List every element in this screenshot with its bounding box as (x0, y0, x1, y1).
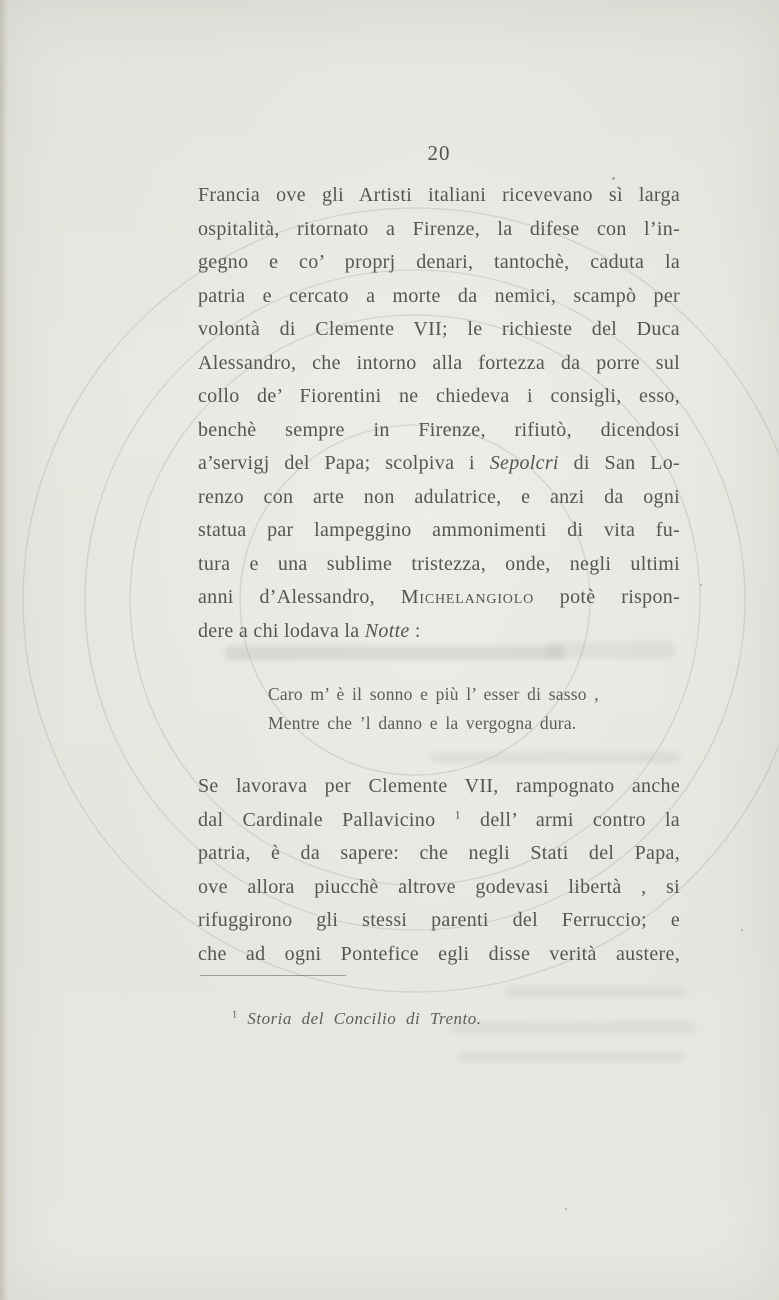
footnote (232, 1006, 481, 1032)
text-line (268, 709, 599, 738)
text-segment: anni d’Alessandro, (198, 586, 401, 608)
footnote-reference: 1 (454, 806, 461, 821)
text-line (198, 246, 680, 280)
verse-quote (268, 680, 599, 737)
paper-speck (700, 584, 702, 586)
text-segment: che ad ogni Pontefice egli disse verità austere, (198, 942, 680, 965)
text-segment: Storia del Concilio di Trento. (247, 1009, 482, 1028)
text-line (198, 581, 680, 615)
text-line (198, 313, 680, 347)
text-segment: Michelangiolo (400, 586, 534, 608)
text-segment: ospitalità, ritornato a Firenze, la difese con l’in- (198, 217, 680, 240)
text-segment: Caro m’ è il sonno e più l’ esser di sasso , (268, 684, 599, 704)
text-segment (238, 1009, 248, 1028)
text-line (198, 213, 680, 247)
footnote-reference: 1 (232, 1009, 238, 1021)
text-segment: rifuggirono gli stessi parenti del Ferruccio; e (198, 909, 680, 931)
text-line (198, 871, 680, 905)
text-line (268, 680, 599, 709)
page-number: 20 (427, 141, 451, 165)
text-segment: potè rispon- (533, 586, 681, 608)
text-segment: Sepolcri (489, 452, 559, 474)
text-line (198, 837, 680, 871)
text-block (198, 0, 680, 1300)
text-line (198, 770, 680, 804)
text-line (198, 447, 680, 481)
text-segment: collo de’ Fiorentini ne chiedeva i consigli, esso, (198, 385, 680, 407)
text-segment: Alessandro, che intorno alla fortezza da porre sul (198, 351, 680, 374)
text-segment: : (409, 619, 421, 642)
text-segment: dere a chi lodava la (198, 619, 365, 642)
paper-speck (741, 929, 743, 931)
text-segment: Notte (364, 619, 410, 642)
text-line (198, 615, 680, 649)
text-line (198, 414, 680, 448)
text-line (198, 548, 680, 582)
text-line (198, 280, 680, 314)
text-line (198, 481, 680, 515)
text-segment: Francia ove gli Artisti italiani ricevevano sì larga (198, 184, 680, 206)
text-segment: volontà di Clemente VII; le richieste del Duca (198, 318, 680, 340)
text-line (198, 380, 680, 414)
text-segment: patria e cercato a morte da nemici, scampò per (198, 284, 680, 307)
text-segment: a’servigj del Papa; scolpiva i (198, 452, 490, 474)
text-line (198, 347, 680, 381)
text-segment: ove allora piucchè altrove godevasi libertà , si (198, 875, 680, 898)
text-line (198, 179, 680, 213)
text-segment: di San Lo- (558, 452, 680, 474)
scan-edge-shadow (0, 0, 8, 1300)
text-line (198, 514, 680, 548)
text-line (198, 804, 680, 838)
text-line (198, 938, 680, 972)
text-segment: Mentre che ’l danno e la vergogna dura. (268, 712, 577, 733)
text-segment: renzo con arte non adulatrice, e anzi da ogni (198, 485, 680, 508)
text-line (198, 904, 680, 938)
text-segment: patria, è da sapere: che negli Stati del Papa, (198, 842, 680, 864)
text-segment: benchè sempre in Firenze, rifiutò, dicendosi (198, 418, 680, 441)
text-segment: tura e una sublime tristezza, onde, negli ultimi (198, 552, 680, 575)
paragraph-main (198, 179, 680, 648)
text-segment: gegno e co’ proprj denari, tantochè, caduta la (198, 251, 680, 273)
text-segment: dal Cardinale Pallavicino (198, 808, 455, 831)
text-segment: dell’ armi contro la (460, 808, 680, 831)
text-segment: statua par lampeggino ammonimenti di vita fu- (198, 519, 680, 541)
paragraph-second (198, 770, 680, 971)
text-line (232, 1006, 481, 1032)
footnote-separator-rule (200, 975, 346, 976)
text-segment: Se lavorava per Clemente VII, rampognato anche (198, 775, 680, 797)
